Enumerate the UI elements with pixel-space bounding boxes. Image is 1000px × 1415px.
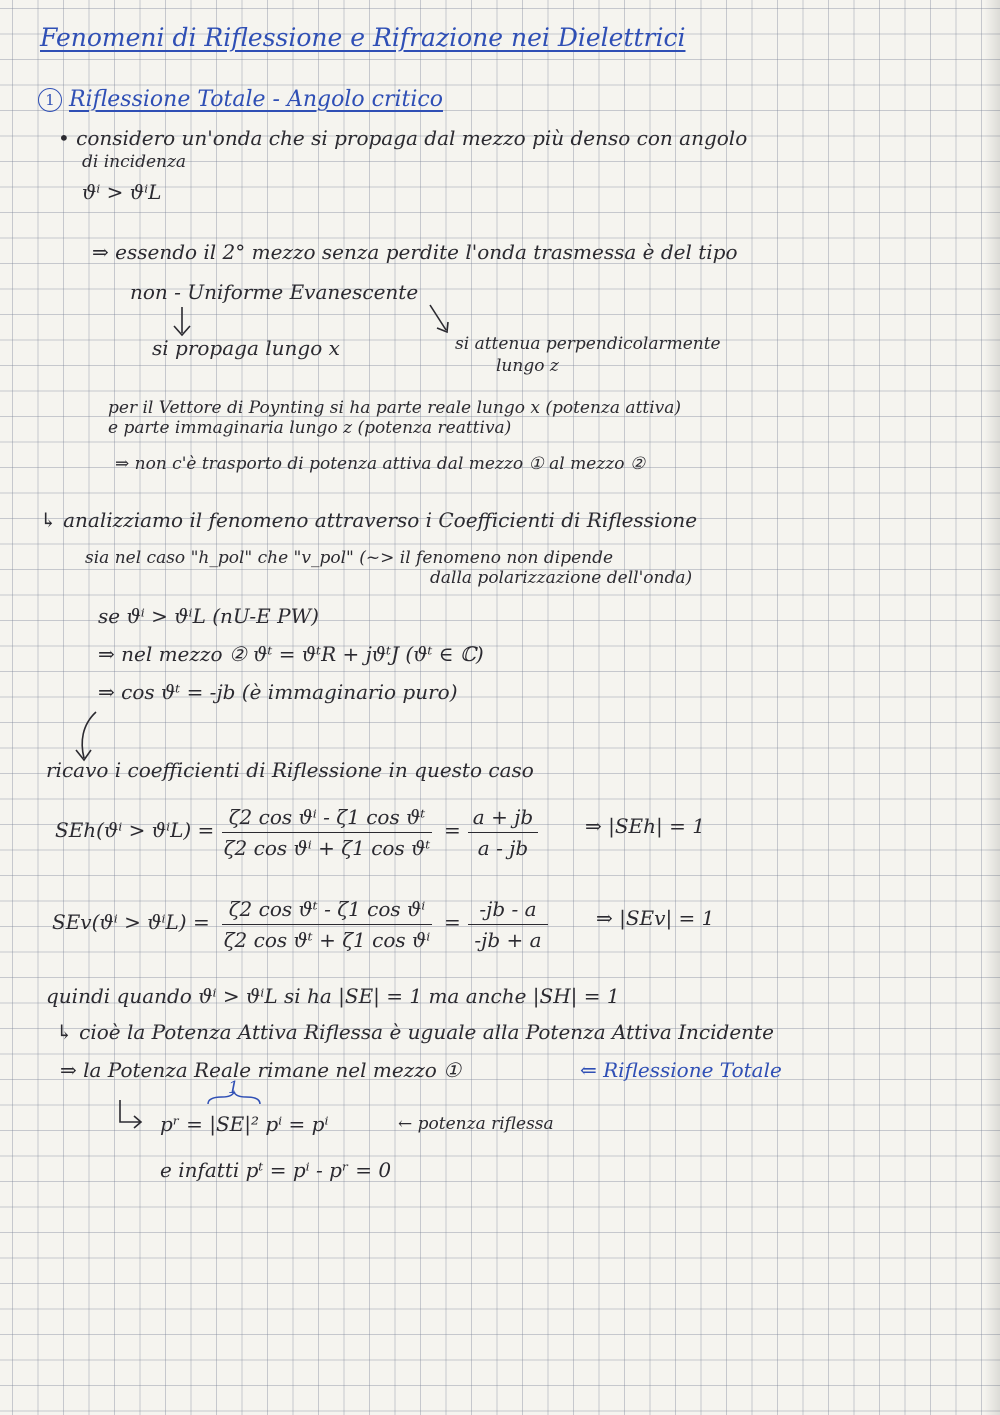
fraction-denominator: ζ2 cos ϑⁱ + ζ1 cos ϑᵗ bbox=[223, 836, 431, 860]
text-line: e parte immaginaria lungo z (potenza reattiva) bbox=[108, 418, 512, 438]
text-line: non - Uniforme Evanescente bbox=[130, 280, 419, 304]
fraction-numerator: ζ2 cos ϑᵗ - ζ1 cos ϑⁱ bbox=[228, 897, 426, 921]
fraction-numerator: ζ2 cos ϑⁱ - ζ1 cos ϑᵗ bbox=[228, 805, 426, 829]
fraction bbox=[468, 896, 548, 953]
text-line: ⇒ non c'è trasporto di potenza attiva dal mezzo ① al mezzo ② bbox=[115, 454, 646, 474]
text-line: ⇒ essendo il 2° mezzo senza perdite l'onda trasmessa è del tipo bbox=[92, 240, 738, 264]
fraction bbox=[222, 896, 432, 953]
section-heading bbox=[38, 88, 443, 112]
text-line: si attenua perpendicolarmente bbox=[455, 334, 721, 354]
equals-sign: = bbox=[444, 818, 461, 842]
text-line: quindi quando ϑⁱ > ϑⁱL si ha |SE| = 1 ma anche |SH| = 1 bbox=[46, 984, 620, 1008]
fraction-numerator: a + jb bbox=[472, 805, 534, 829]
equation-result: ⇒ |SEv| = 1 bbox=[596, 906, 715, 930]
equation: ⇒ nel mezzo ② ϑᵗ = ϑᵗR + jϑᵗJ (ϑᵗ ∈ ℂ) bbox=[98, 642, 484, 666]
fraction-numerator: -jb - a bbox=[479, 897, 537, 921]
page-title: Fenomeni di Riflessione e Rifrazione nei Dielettrici bbox=[40, 23, 686, 52]
section-title: Riflessione Totale - Angolo critico bbox=[69, 87, 443, 112]
equation: ⇒ cos ϑᵗ = -jb (è immaginario puro) bbox=[98, 680, 458, 704]
text-line: di incidenza bbox=[82, 152, 187, 172]
fraction-denominator: -jb + a bbox=[474, 928, 542, 952]
condition: se ϑⁱ > ϑⁱL (nU-E PW) bbox=[98, 604, 319, 628]
side-note: ← potenza riflessa bbox=[398, 1114, 554, 1134]
text-line: ↳ analizziamo il fenomeno attraverso i Coefficienti di Riflessione bbox=[40, 508, 698, 532]
equation-lhs: SEv(ϑⁱ > ϑⁱL) = bbox=[52, 910, 210, 934]
text-line: ↳ cioè la Potenza Attiva Riflessa è uguale alla Potenza Attiva Incidente bbox=[56, 1020, 774, 1044]
text-line: • considero un'onda che si propaga dal mezzo più denso con angolo bbox=[58, 126, 748, 150]
equation: e infatti pᵗ = pⁱ - pʳ = 0 bbox=[160, 1158, 392, 1182]
text-line: per il Vettore di Poynting si ha parte reale lungo x (potenza attiva) bbox=[108, 398, 682, 418]
equation-lhs: SEh(ϑⁱ > ϑⁱL) = bbox=[55, 818, 215, 842]
equation: pʳ = |SE|² pⁱ = pⁱ bbox=[160, 1112, 329, 1136]
text-line: ⇒ la Potenza Reale rimane nel mezzo ① bbox=[60, 1058, 462, 1082]
text-line: sia nel caso "h_pol" che "v_pol" (~> il fenomeno non dipende bbox=[85, 548, 614, 568]
equation-result: ⇒ |SEh| = 1 bbox=[585, 814, 705, 838]
fraction bbox=[222, 804, 432, 861]
text-line: si propaga lungo x bbox=[152, 336, 340, 360]
text-line: ricavo i coefficienti di Riflessione in questo caso bbox=[46, 758, 534, 782]
section-number: 1 bbox=[38, 88, 62, 112]
text-line: dalla polarizzazione dell'onda) bbox=[430, 568, 693, 588]
annotation-one: 1 bbox=[228, 1078, 239, 1098]
text-line: lungo z bbox=[496, 356, 559, 376]
fraction bbox=[468, 804, 538, 861]
equals-sign: = bbox=[444, 910, 461, 934]
fraction-denominator: a - jb bbox=[477, 836, 529, 860]
inequality: ϑⁱ > ϑⁱL bbox=[82, 180, 162, 204]
highlight-note: ⇐ Riflessione Totale bbox=[580, 1058, 782, 1082]
fraction-denominator: ζ2 cos ϑᵗ + ζ1 cos ϑⁱ bbox=[223, 928, 431, 952]
